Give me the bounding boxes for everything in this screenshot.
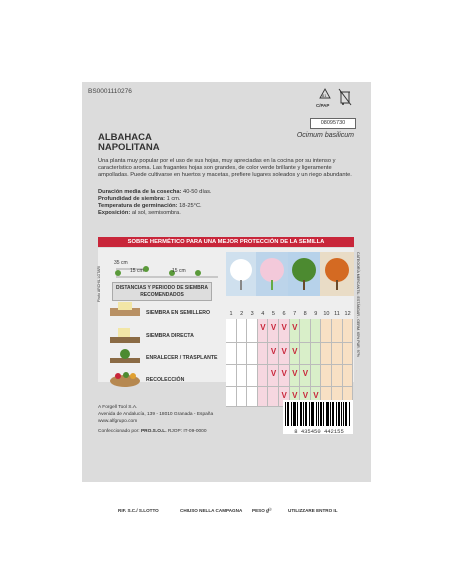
grid-cell bbox=[321, 319, 332, 343]
grid-cell bbox=[247, 319, 258, 343]
barcode-bar bbox=[288, 402, 289, 426]
barcode-bar bbox=[327, 402, 328, 426]
barcode-bar bbox=[328, 402, 329, 426]
recycle-number: 81 bbox=[322, 93, 327, 98]
barcode-bar bbox=[300, 402, 301, 426]
product-code: BS0001110276 bbox=[88, 88, 132, 95]
month-header-4: 4 bbox=[261, 311, 265, 317]
period-check-mark: V bbox=[281, 323, 287, 332]
grid-cell bbox=[237, 365, 248, 387]
sku-box: 08095730 bbox=[310, 118, 356, 129]
month-header-12: 12 bbox=[344, 311, 351, 317]
period-check-mark: V bbox=[292, 323, 298, 332]
month-header-2: 2 bbox=[240, 311, 244, 317]
grid-cell bbox=[237, 319, 248, 343]
grid-cell bbox=[226, 387, 237, 407]
lot-label: RIF. S.C./ S.LOTTO bbox=[118, 508, 159, 513]
row-label-direct: SIEMBRA DIRECTA bbox=[146, 333, 194, 339]
period-check-mark: V bbox=[270, 369, 277, 378]
period-check-mark: V bbox=[270, 347, 277, 356]
barcode-bar bbox=[305, 402, 306, 426]
row-label-harvest: RECOLECCIÓN bbox=[146, 377, 185, 383]
barcode-bar bbox=[338, 402, 339, 426]
grid-cell bbox=[300, 343, 311, 365]
barcode-bar bbox=[285, 402, 286, 426]
chart-header: DISTANCIAS Y PERIODO DE SIEMBRA RECOMENDADOS bbox=[112, 282, 212, 301]
latin-name: Ocimum basilicum bbox=[296, 132, 354, 139]
grid-cell bbox=[268, 387, 279, 407]
period-check-mark: V bbox=[302, 369, 309, 378]
barcode-bar bbox=[345, 402, 346, 426]
month-header-11: 11 bbox=[334, 311, 340, 317]
grid-cell bbox=[247, 343, 258, 365]
barcode-bar bbox=[312, 402, 313, 426]
row-label-seedbed: SIEMBRA EN SEMILLERO bbox=[146, 310, 211, 316]
product-title-line2: NAPOLITANA bbox=[98, 142, 160, 153]
grid-cell bbox=[247, 365, 258, 387]
grid-cell bbox=[237, 387, 248, 407]
barcode-bar bbox=[303, 402, 304, 426]
barcode-bar bbox=[321, 402, 322, 426]
month-header-5: 5 bbox=[271, 311, 275, 317]
grid-cell bbox=[332, 319, 343, 343]
spring-tree-icon bbox=[256, 252, 288, 296]
month-header-1: 1 bbox=[229, 311, 233, 317]
barcode-bar bbox=[332, 402, 333, 426]
weight-label: PESO g bbox=[252, 508, 269, 513]
spec-exposure: Exposición: al sol, semisombra. bbox=[98, 210, 181, 216]
transplant-illustration bbox=[106, 346, 144, 366]
barcode-bar bbox=[291, 402, 292, 426]
grid-cell bbox=[226, 343, 237, 365]
period-check-mark: V bbox=[292, 391, 298, 400]
category-vertical-text: CATEGORÍA MERCANTIL: ESTÁNDAR - GERM. 65% PUR. 97% bbox=[356, 252, 360, 357]
spec-temperature: Temperatura de germinación: 18-25°C. bbox=[98, 203, 202, 209]
barcode-bar bbox=[316, 402, 317, 426]
barcode-bar bbox=[297, 402, 298, 426]
company-website: www.alfgrupo.com bbox=[98, 419, 138, 424]
row-spacing-label: 35 cm bbox=[114, 260, 128, 266]
grid-cell bbox=[343, 365, 354, 387]
period-check-mark: V bbox=[270, 323, 277, 332]
barcode-bar bbox=[326, 402, 327, 426]
grid-cell bbox=[311, 343, 322, 365]
grid-cell bbox=[321, 343, 332, 365]
barcode-bar bbox=[309, 402, 310, 426]
barcode-bar bbox=[320, 402, 321, 426]
winter-tree-icon bbox=[226, 252, 256, 296]
spacing-diagram bbox=[112, 256, 222, 282]
period-check-mark: V bbox=[281, 369, 287, 378]
photo-credit: Photo ARCHIL LOTARI bbox=[97, 266, 101, 302]
period-check-mark: V bbox=[292, 369, 298, 378]
harvest-basket-illustration bbox=[106, 368, 144, 388]
grid-cell bbox=[258, 387, 269, 407]
grid-cell bbox=[247, 387, 258, 407]
barcode-bar bbox=[346, 402, 347, 426]
period-check-mark: V bbox=[292, 347, 298, 356]
barcode-bar bbox=[301, 402, 302, 426]
seedbed-illustration bbox=[106, 300, 144, 320]
barcode-bar bbox=[343, 402, 344, 426]
barcode-bar bbox=[330, 402, 331, 426]
month-header-7: 7 bbox=[293, 311, 297, 317]
grid-cell bbox=[237, 343, 248, 365]
grid-cell bbox=[343, 343, 354, 365]
company-name: A Forgell Tool S.A. bbox=[98, 405, 138, 410]
barcode-bar bbox=[293, 402, 294, 426]
hermetic-banner: SOBRE HERMÉTICO PARA UNA MEJOR PROTECCIÓN DE LA SEMILLA bbox=[98, 237, 354, 247]
grid-cell bbox=[332, 343, 343, 365]
use-by-label: UTILIZZARE ENTRO IL bbox=[288, 508, 338, 513]
grid-cell bbox=[300, 319, 311, 343]
barcode-bar bbox=[341, 402, 342, 426]
barcode-bar bbox=[311, 402, 312, 426]
grid-cell bbox=[332, 365, 343, 387]
spec-depth: Profundidad de siembra: 1 cm. bbox=[98, 196, 181, 202]
barcode-bar bbox=[295, 402, 296, 426]
period-check-mark: V bbox=[260, 323, 266, 332]
barcode-bar bbox=[333, 402, 334, 426]
barcode-bar bbox=[323, 402, 324, 426]
barcode-bar bbox=[339, 402, 340, 426]
recycle-label: C/PAP bbox=[316, 103, 330, 108]
barcode-bar bbox=[336, 402, 337, 426]
barcode-bar bbox=[306, 402, 307, 426]
month-header-8: 8 bbox=[303, 311, 307, 317]
grid-cell bbox=[226, 365, 237, 387]
period-check-mark: V bbox=[281, 347, 287, 356]
period-check-mark: V bbox=[313, 391, 319, 400]
spec-harvest: Duración media de la cosecha: 40-50 días. bbox=[98, 189, 212, 195]
description: Una planta muy popular por el uso de sus hojas, muy apreciadas en la cocina por su intenso y característico aroma. Las fragantes hojas son grandes, de color verde brillante y ligeramente ampolladas. Puede cultivarse en huertos y macetas, prefiere lugares soleados y un riego abundante. bbox=[98, 158, 352, 178]
plant-spacing-label-1: 15 cm bbox=[130, 268, 144, 274]
autumn-tree-icon bbox=[320, 252, 354, 296]
barcode-digits: 8 435450 442155 bbox=[294, 428, 344, 435]
grid-cell bbox=[311, 319, 322, 343]
period-check-mark: V bbox=[281, 391, 287, 400]
barcode-bar bbox=[294, 402, 295, 426]
plant-spacing-label-2: 15 cm bbox=[172, 268, 186, 274]
period-check-mark: V bbox=[302, 391, 309, 400]
barcode-bar bbox=[318, 402, 319, 426]
grid-cell bbox=[258, 343, 269, 365]
month-header-10: 10 bbox=[323, 311, 330, 317]
product-title-line1: ALBAHACA bbox=[98, 132, 152, 143]
barcode-bar bbox=[349, 402, 350, 426]
barcode-bar bbox=[313, 402, 314, 426]
grid-cell bbox=[258, 365, 269, 387]
grid-cell bbox=[343, 319, 354, 343]
grid-cell bbox=[321, 365, 332, 387]
month-header-3: 3 bbox=[250, 311, 254, 317]
grid-cell bbox=[226, 319, 237, 343]
month-header-9: 9 bbox=[314, 311, 318, 317]
direct-sowing-illustration bbox=[106, 326, 144, 346]
estimated-sign-icon: ℮ bbox=[268, 507, 272, 513]
month-header-6: 6 bbox=[282, 311, 286, 317]
company-address: Avenida de Andalucía, 139 - 18010 Granada - España bbox=[98, 412, 214, 417]
barcode-bar bbox=[287, 402, 288, 426]
grid-cell bbox=[311, 365, 322, 387]
trash-bin-icon bbox=[338, 88, 352, 111]
row-label-transplant: ENRALECER / TRASPLANTE bbox=[146, 355, 218, 361]
closed-label: CHIUSO NELLA CAMPAGNA bbox=[180, 508, 243, 513]
confection-info: Confeccionado por: PRO.S.O.L. RJOP: IT-09-0000 bbox=[98, 429, 207, 434]
summer-tree-icon bbox=[288, 252, 320, 296]
